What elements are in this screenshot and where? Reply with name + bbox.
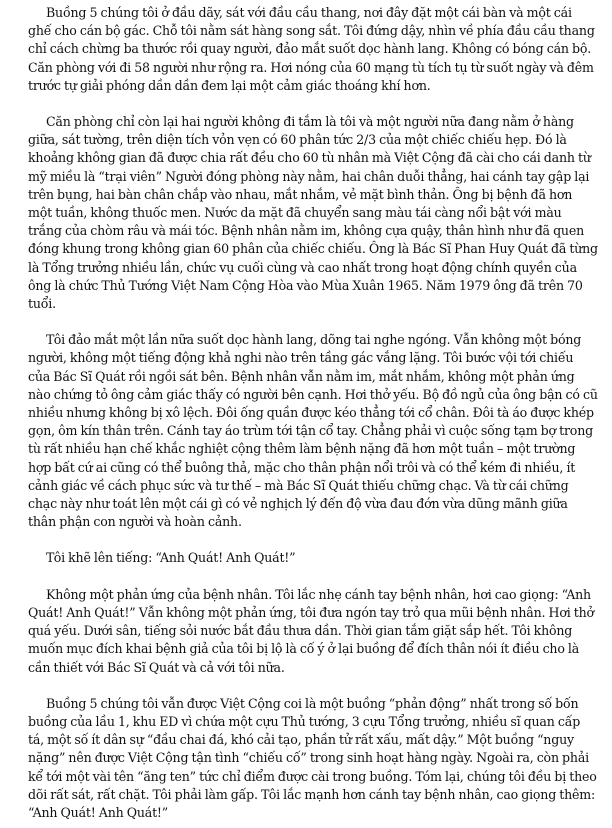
document-page bbox=[28, 4, 598, 822]
paragraph-gap bbox=[28, 568, 598, 586]
paragraph-gap bbox=[28, 95, 598, 113]
paragraph-2: Căn phòng chỉ còn lại hai người không đi tắm là tôi và một người nữa đang nằm ở hàng giữa, sát tường, trên diện tích vỏn vẹn có 60 phân tức 2/3 của một chiếc chiếu hẹp. Đó là khoảng không gian đã được chia rất đều cho 60 tù nhân mà Việt Cộng đã cài cho cái danh từ mỹ miều là “trại viên” Người đóng phòng này nằm, hai chân duỗi thẳng, hai cánh tay gập lại trên bụng, hai bàn chân chắp vào nhau, mắt nhắm, vẻ mặt bình thản. Ông bị bệnh đã hơn một tuần, không thuốc men. Nước da mặt đã chuyển sang màu tái càng nổi bật với màu trắng của chòm râu và mái tóc. Bệnh nhân nằm im, không cựa quậy, thân hình như đã quen đóng khung trong không gian 60 phân của chiếc chiếu. Ông là Bác Sĩ Phan Huy Quát đã từng là Tổng trưởng nhiều lần, chức vụ cuối cùng và cao nhất trong hoạt động chính quyền của ông là chức Thủ Tướng Việt Nam Cộng Hòa vào Mùa Xuân 1965. Năm 1979 ông đã trên 70 tuổi. bbox=[28, 114, 598, 312]
paragraph-gap bbox=[28, 677, 598, 695]
paragraph-gap bbox=[28, 531, 598, 549]
paragraph-3: Tôi đảo mắt một lần nữa suốt dọc hành lang, dõng tai nghe ngóng. Vẫn không một bóng người, không một tiếng động khả nghi nào trên tầng gác vắng lặng. Tôi bước vội tới chiếu của Bác Sĩ Quát rồi ngồi sát bên. Bệnh nhân vẫn nằm im, mắt nhắm, không một phản ứng nào chứng tỏ ông cảm giác thấy có người bên cạnh. Hơi thở yếu. Bộ đồ ngủ của ông bận có cũ nhiều nhưng không bị xô lệch. Đôi ống quần được kéo thẳng tới cổ chân. Đôi tà áo được khép gọn, ôm kín thân trên. Cánh tay áo trùm tới tận cổ tay. Chẳng phải vì cuộc sống tạm bợ trong tù rất nhiều hạn chế khắc nghiệt cộng thêm làm bệnh nặng đã hơn một tuần – một trường hợp bất cứ ai cũng có thể buông thả, mặc cho thân phận nổi trôi và có thể kém đi nhiều, ít cảnh giác về cách phục sức và tư thế – mà Bác Sĩ Quát thiếu chững chạc. Và từ cái chững chạc này như toát lên một cái gì có vẻ nghịch lý đến độ vừa đau đớn vừa dũng mãnh giữa thân phận con người và hoàn cảnh. bbox=[28, 332, 598, 530]
paragraph-6: Buồng 5 chúng tôi vẫn được Việt Cộng coi là một buồng “phản động” nhất trong số bốn buồng của lầu 1, khu ED vì chứa một cựu Thủ tướng, 3 cựu Tổng trưởng, nhiều sĩ quan cấp tá, một số ít dân sự “đầu chai đá, khó cải tạo, phần tử rất xấu, mất dậy.” Một buồng “nguy nặng” nên được Việt Cộng tận tình “chiếu cố” trong sinh hoạt hàng ngày. Ngoài ra, còn phải kể tới một vài tên “ăng ten” tức chỉ điểm được cài trong buồng. Tóm lại, chúng tôi đều bị theo dõi rất sát, rất chặt. Tôi phải làm gấp. Tôi lắc mạnh hơn cánh tay bệnh nhân, cao giọng thêm: “Anh Quát! Anh Quát!” bbox=[28, 695, 597, 820]
paragraph-1: Buồng 5 chúng tôi ở đầu dãy, sát với đầu cầu thang, nơi đây đặt một cái bàn và một cái ghế cho cán bộ gác. Chỗ tôi nằm sát hàng song sắt. Tôi đứng dậy, nhìn về phía đầu cầu thang chỉ cách chừng ba thước rồi quay người, đảo mắt suốt dọc hành lang. Không có bóng cán bộ. Căn phòng với đi 58 người như rộng ra. Hơi nóng của 60 mạng tù tích tụ từ suốt ngày và đêm trước tự giải phóng dần dần đem lại một cảm giác thoáng khí hơn. bbox=[28, 5, 595, 93]
paragraph-5: Không một phản ứng của bệnh nhân. Tôi lắc nhẹ cánh tay bệnh nhân, hơi cao giọng: “Anh Quát! Anh Quát!” Vẫn không một phản ứng, tôi đưa ngón tay trỏ qua mũi bệnh nhân. Hơi thở quá yếu. Dưới sân, tiếng sỏi nước bắt đầu thưa dần. Thời gian tắm giặt sắp hết. Tôi không muốn mục đích khai bệnh giả của tôi bị lộ là cố ý ở lại buồng để đích thân nói ít điều cho là cần thiết với Bác Sĩ Quát và cả với tôi nữa. bbox=[28, 586, 594, 675]
paragraph-gap bbox=[28, 313, 598, 331]
paragraph-4: Tôi khẽ lên tiếng: “Anh Quát! Anh Quát!” bbox=[46, 550, 296, 566]
